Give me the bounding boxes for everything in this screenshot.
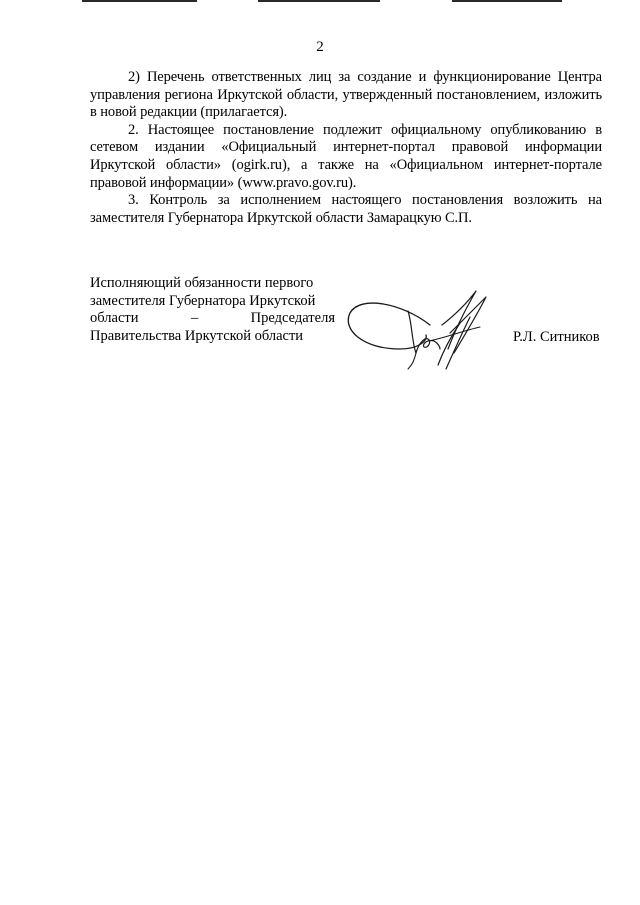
position-line: заместителя Губернатора Иркутской	[90, 292, 316, 309]
top-rule	[452, 0, 562, 2]
position-word: области	[90, 310, 139, 327]
paragraph-control: 3. Контроль за исполнением настоящего постановления возложить на заместителя Губернатора Иркутской области Замарацкую С.П.	[90, 192, 602, 226]
paragraph-publication: 2. Настоящее постановление подлежит официальному опубликованию в сетевом издании «Официальный интернет-портал правовой информации Иркутской области» (ogirk.ru), а также на «Официальном интернет-портале правовой информации» (www.pravo.gov.ru).	[90, 121, 602, 191]
position-line: Исполняющий обязанности первого	[90, 275, 314, 291]
signature-stroke	[408, 311, 440, 353]
position-word: Председателя	[250, 310, 335, 327]
signature-stroke	[408, 353, 416, 369]
position-dash: –	[190, 310, 199, 327]
top-rule	[82, 0, 197, 2]
document-body	[90, 69, 602, 227]
paragraph-item-2: 2) Перечень ответственных лиц за создание и функционирование Центра управления региона Иркутской области, утвержденный постановлением, изложить в новой редакции (прилагается).	[90, 69, 602, 121]
top-rule	[258, 0, 380, 2]
handwritten-signature	[342, 283, 507, 378]
page-number: 2	[316, 39, 324, 55]
position-line: Правительства Иркутской области	[90, 327, 304, 344]
signer-name: Р.Л. Ситников	[513, 329, 600, 345]
signature-stroke	[348, 303, 430, 349]
signatory-position	[90, 275, 335, 345]
position-line	[90, 310, 335, 328]
